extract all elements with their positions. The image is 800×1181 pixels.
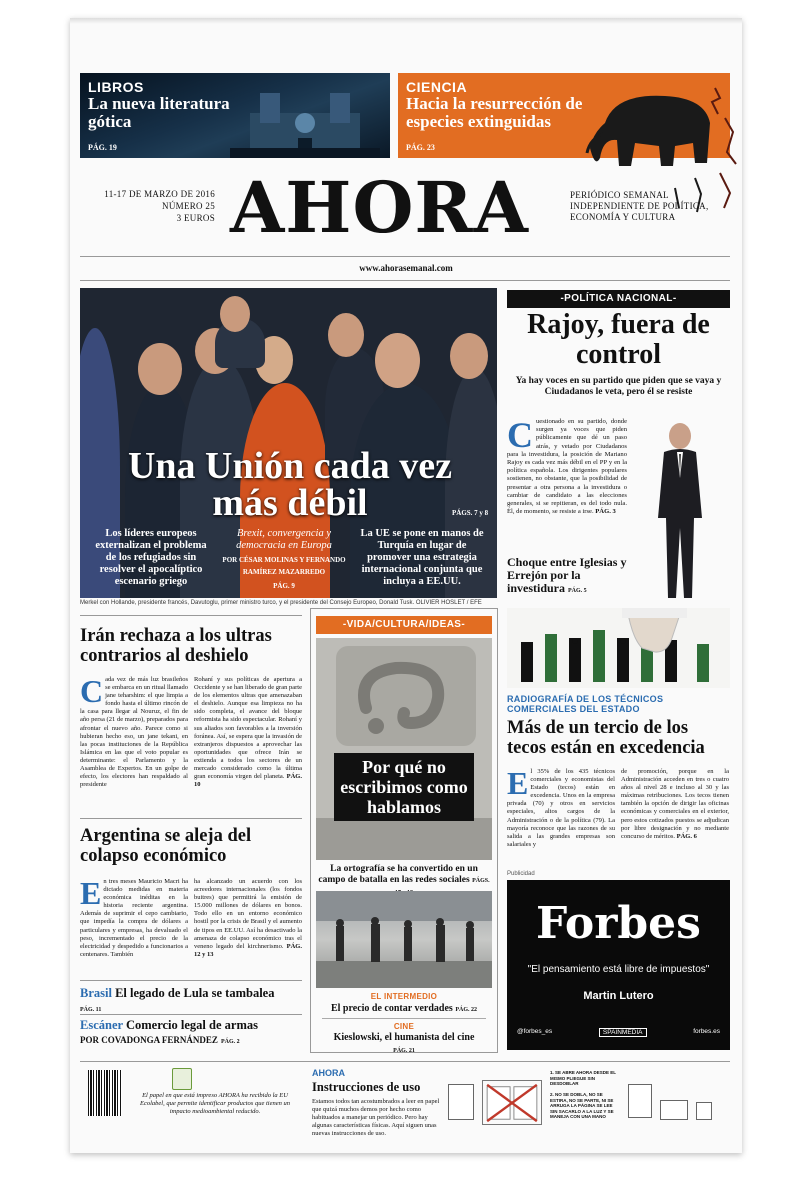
crossed-out-newspaper-icon (482, 1080, 542, 1125)
footer-title[interactable]: Instrucciones de uso (312, 1080, 421, 1094)
brief-byline: POR COVADONGA FERNÁNDEZ (80, 1035, 218, 1045)
vida-deck-text: La ortografía se ha convertido en un campo de batalla en las redes sociales (318, 864, 478, 885)
vida-deck-page: PÁGS. (472, 878, 490, 884)
intermedio-title-text: El precio de contar verdades (330, 1003, 453, 1014)
dropcap: E (507, 765, 529, 801)
ad-publisher: SPAINMEDIA (599, 1028, 647, 1037)
lead-sub-3[interactable]: La UE se pone en manos de Turquía en lugar de promover una estrategia internacional conjunta que incluya a EE.UU. (360, 528, 484, 587)
ad-footer (517, 1028, 720, 1037)
section-politica[interactable]: -POLÍTICA NACIONAL- (507, 290, 730, 308)
divider (80, 1014, 302, 1015)
radiografia-col-1 (507, 765, 615, 849)
argentina-text-1: n tres meses Mauricio Macri ha dictado medidas en materia económica inéditas en la historia reciente argentina. Además de suprimir el cepo cambiario, que impedía la compra de dólares a particulares y empresas, ha devaluado el peso, incrementado el precio de la electricidad y despedido a funcionarios a centenares. También (80, 878, 188, 958)
argentina-page: PÁG. 12 y 13 (194, 942, 302, 958)
site-url[interactable]: www.ahorasemanal.com (359, 263, 453, 273)
instruction-step-2: 2. NO SE DOBLA, NO SE ESTIRA, NO SE PARTE, NI SE ARRUGA LA PÁGINA SE LEE SIN SACARLO A LA LUZ Y SE MANEJA CON UNA MANO (550, 1092, 614, 1119)
divider (322, 1018, 486, 1019)
brief-page: PÁG. 2 (220, 1039, 240, 1045)
newspaper-icon (448, 1084, 474, 1120)
politica-body (507, 415, 627, 516)
hand-icon (507, 608, 730, 688)
lead-sub-2-title: Brexit, convergencia y democracia en Europa (236, 528, 332, 551)
politica-sub-headline[interactable] (507, 556, 632, 598)
newspaper-page (70, 18, 742, 1153)
issue-price: 3 EUROS (176, 213, 215, 223)
photo-caption: Merkel con Hollande, presidente francés, Davutoglu, primer ministro turco, y el presidente del Consejo Europeo, Donald Tusk. OLIVIER HOSLET / EFE (80, 600, 482, 606)
brief-text: Comercio legal de armas (125, 1018, 258, 1032)
cine-kicker: CINE (393, 1022, 415, 1031)
divider (80, 280, 730, 281)
teaser-kicker: CIENCIA (406, 79, 468, 95)
footer (80, 1061, 730, 1141)
iran-text-1: ada vez de más luz brasileños se embarca en un ritual llamado jane teharshim: el que limpia a fondo hasta el último rincón de la casa para llegar al Nouruz, el fin de año persa (21 de marzo), preparados para afrontar el nuevo año. Parece como si hubieran hecho eso, un jane tekani, en las pocas instituciones de la República Islámica en las que el voto popular es determinante: el Parlamento y la Asamblea de Expertos. En un golpe de efecto, los electores han respaldado al presidente (80, 676, 188, 789)
instruction-step-1: 1. SE ABRE AHORA DESDE EL MISMO PLIEGUE SIN DESDOBLAR (550, 1070, 616, 1086)
argentina-body (80, 875, 302, 959)
cine-page: PÁG. 21 (393, 1048, 415, 1054)
radiografia-headline[interactable]: Más de un tercio de los tecos están en excedencia (507, 718, 705, 758)
section-vida[interactable]: -VIDA/CULTURA/IDEAS- (316, 616, 492, 634)
teaser-page: PÁG. 23 (406, 143, 435, 152)
teaser-page: PÁG. 19 (88, 143, 117, 152)
cine-title[interactable]: Kieslowski, el humanista del cine (333, 1032, 475, 1043)
brief-page: PÁG. 11 (80, 1007, 102, 1013)
iran-headline[interactable]: Irán rechaza a los ultras contrarios al deshielo (80, 626, 272, 666)
radiografia-col-2 (621, 768, 729, 849)
divider (80, 980, 302, 981)
radiografia-text-2: de promoción, porque en la Administración acceden en tres o cuatro años al nivel 28 e incluso al 30 y las máximas retribuciones. Los tecos tienen también la opción de dirigir las oficinas económicas y comerciales en el exterior, pero estos cotizados puestos se adjudican por libre designación y no mediante concurso de méritos. (621, 768, 729, 840)
iran-body (80, 673, 302, 789)
intermedio-page: PÁG. 22 (455, 1007, 477, 1013)
vida-headline[interactable]: Por qué no escribimos como hablamos (334, 753, 474, 821)
politica-sub-text: Choque entre Iglesias y Errejón por la investidura (507, 555, 627, 595)
cine-page-wrap (316, 1044, 492, 1057)
dropcap: C (507, 415, 533, 455)
masthead-tagline: PERIÓDICO SEMANAL INDEPENDIENTE DE POLÍTICA, ECONOMÍA Y CULTURA (570, 190, 709, 222)
lead-pages: PÁGS. 7 y 8 (452, 509, 489, 517)
teaser-title: La nueva literatura gótica (88, 94, 230, 131)
brief-keyword: Brasil (80, 986, 112, 1000)
iran-page: PÁG. 10 (194, 773, 302, 789)
iran-col-2 (194, 676, 302, 789)
newspaper-small-icon (696, 1102, 712, 1120)
argentina-text-2: ha alcanzado un acuerdo con los acreedores internacionales (los fondos buitres) que permitirá la emisión de 15.000 millones de dólares en bonos. Todo ello en un entorno económico hostil por la crisis de Brasil y el aumento de tipos en EE.UU. Así ha desactivado la amenaza de colapso económico tras el veneno legado del kirchnerismo. (194, 878, 302, 950)
radiografia-kicker: RADIOGRAFÍA DE LOS TÉCNICOS COMERCIALES DEL ESTADO (507, 694, 664, 714)
cathedral-illustration (230, 83, 380, 158)
argentina-headline[interactable]: Argentina se aleja del colapso económico (80, 826, 252, 866)
dropcap: E (80, 875, 102, 911)
ad-url: forbes.es (693, 1028, 720, 1035)
politica-deck: Ya hay voces en su partido que piden que se vaya y Ciudadanos le veta, pero él se resiste (515, 376, 722, 397)
iran-text-2: Rohaní y sus políticas de apertura a Occidente y se han liberado de gran parte de los elementos ultras que amenazaban el deshielo. Aunque esa limpieza no ha sido completa, el avance del bloque reformista ha sido espectacular. Rohaní y sus aliados son favorables a la inversión foránea. Así, se espera que la invasión de extranjeros dispuestos a aprovechar las oportunidades que ofrece Irán se extienda a todos los sectores de un mercado considerado como la última gran economía virgen del planeta. (194, 676, 302, 781)
ecolabel-icon (172, 1068, 192, 1090)
radiografia-text-1: l 35% de los 435 técnicos comerciales y economistas del Estado (tecos) están en excedencia. Unos en la empresa privada (70) y otros en servicios especiales, altos cargos de la Administración o de la política (79). La mayoría reconoce que las razones de su salida a las grandes empresas son salariales y (507, 768, 615, 848)
question-mark-relief-icon (316, 638, 492, 860)
ad-author: Martin Lutero (583, 990, 654, 1002)
divider (80, 818, 302, 819)
lead-photo[interactable] (80, 288, 497, 598)
newspaper-icon (628, 1084, 652, 1118)
street-photo[interactable] (316, 891, 492, 988)
brief-brasil[interactable] (80, 986, 300, 1017)
newspaper-folded-icon (660, 1100, 688, 1120)
pedestrians-illustration (316, 891, 492, 988)
politica-page: PÁG. 3 (595, 508, 616, 516)
stone-relief-photo[interactable] (316, 638, 492, 860)
lead-headline[interactable]: Una Unión cada vez más débil (127, 445, 453, 524)
argentina-col-1 (80, 875, 188, 959)
barcode-icon (88, 1070, 122, 1116)
iran-col-1 (80, 673, 188, 789)
forbes-logo: Forbes (536, 898, 701, 949)
radiografia-page: PÁG. 6 (676, 832, 697, 840)
issue-info (80, 188, 215, 224)
divider (80, 615, 302, 616)
advertising-label: Publicidad (507, 871, 535, 877)
teaser-kicker: LIBROS (88, 79, 144, 95)
teaser-libros[interactable] (80, 73, 390, 158)
argentina-col-2 (194, 878, 302, 959)
intermedio-title[interactable] (316, 1003, 492, 1016)
forbes-ad[interactable] (507, 880, 730, 1050)
footer-body: Estamos todos tan acostumbrados a leer en papel que quizá muchos demos por hecho como habituados a manejar un periódico. Pero hay algunas características físicas. Aquí siguen unas nuevas instrucciones de uso. (312, 1098, 440, 1137)
lead-sub-2-page: PÁG. 9 (273, 582, 295, 590)
brief-keyword: Escáner (80, 1018, 123, 1032)
chess-photo[interactable] (507, 608, 730, 688)
issue-number: NÚMERO 25 (162, 201, 215, 211)
lead-sub-1[interactable]: Los líderes europeos externalizan el problema de los refugiados sin resolver el apocalíptico escenario griego (95, 528, 207, 587)
rajoy-photo[interactable] (632, 418, 727, 603)
politica-text: uestionado en su partido, donde surgen ya voces que piden públicamente que dé un paso atrás, y vetado por Ciudadanos para la investidura, la posición de Mariano Rajoy es cada vez más débil en el PP y en la política española. Los dirigentes populares sostienen, no obstante, que la posibilidad de presentar a otra persona a la investidura o cambiar de candidato a las elecciones generales, si se repitieran, es del todo nula. Él, de momento, se resiste a irse. (507, 418, 627, 516)
politica-headline[interactable]: Rajoy, fuera de control (527, 309, 710, 370)
politica-sub-page: PÁG. 5 (568, 588, 587, 594)
issue-date: 11-17 DE MARZO DE 2016 (104, 189, 215, 199)
intermedio-kicker: EL INTERMEDIO (370, 992, 438, 1001)
teaser-title: Hacia la resurrección de especies extinguidas (406, 94, 583, 131)
footer-kicker: AHORA (312, 1068, 345, 1078)
lead-sub-2-byline: POR CÉSAR MOLINAS Y FERNANDO RAMÍREZ MAZARREDO (222, 556, 346, 576)
ecolabel-note: El papel en que está impreso AHORA ha recibido la EU Ecolabel, que permite identificar productos que tienen un impacto medioambiental reducido. (140, 1092, 290, 1115)
ad-quote: "El pensamiento está libre de impuestos" (527, 964, 710, 975)
ad-twitter: @forbes_es (517, 1028, 553, 1035)
lead-sub-2[interactable] (220, 528, 348, 592)
radiografia-body (507, 765, 730, 849)
brief-text: El legado de Lula se tambalea (115, 986, 275, 1000)
brief-escaner[interactable] (80, 1018, 300, 1049)
divider (80, 256, 730, 257)
dropcap: C (80, 673, 104, 709)
masthead-logo[interactable]: AHORA (230, 166, 529, 249)
